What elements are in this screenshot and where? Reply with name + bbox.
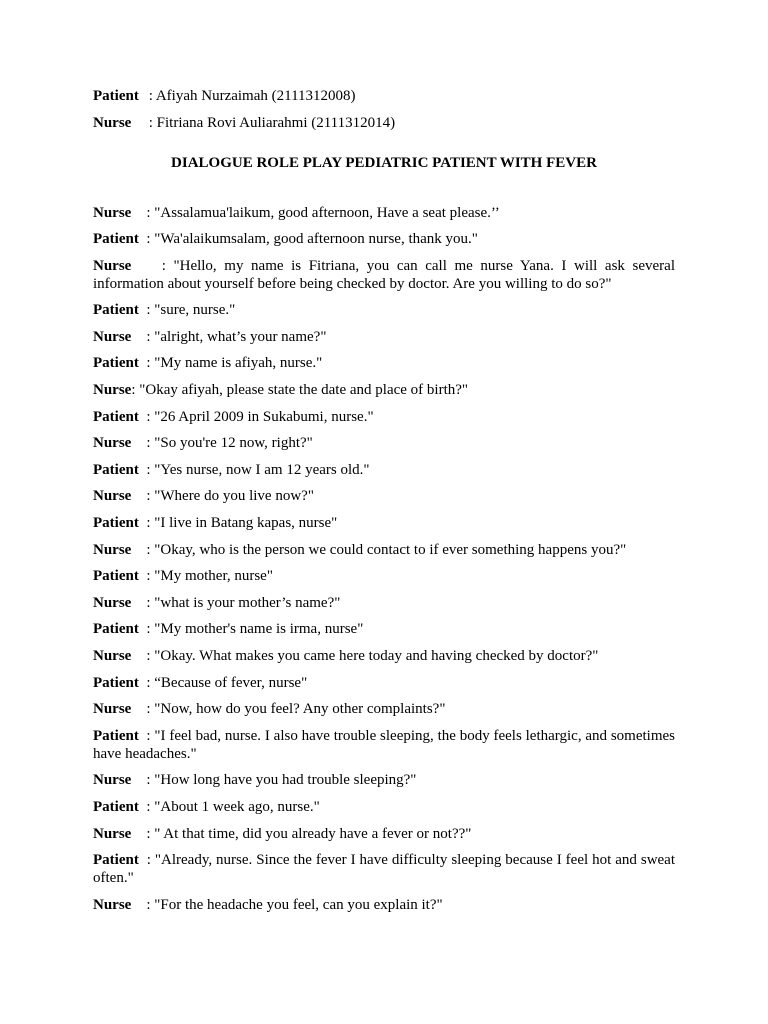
dialogue-line (93, 541, 675, 559)
dialogue-line (93, 328, 675, 346)
speaker-label: Patient (93, 568, 139, 585)
dialogue-line (93, 301, 675, 319)
dialogue-line (93, 487, 675, 505)
dialogue-text: "How long have you had trouble sleeping?" (154, 772, 417, 789)
speaker-separator: : (131, 328, 155, 345)
dialogue-text: "26 April 2009 in Sukabumi, nurse." (154, 408, 374, 425)
speaker-label: Patient (93, 621, 139, 638)
speaker-separator: : (138, 231, 155, 248)
speaker-separator: : (138, 515, 155, 532)
dialogue-text: "My mother's name is irma, nurse" (154, 621, 364, 638)
speaker-label: Nurse (93, 204, 132, 221)
speaker-separator: : (138, 852, 155, 869)
dialogue-text: “Because of fever, nurse" (154, 674, 308, 691)
header-separator: : (145, 88, 156, 104)
dialogue-line (93, 771, 675, 789)
dialogue-text: "Okay afiyah, please state the date and place of birth?" (139, 382, 469, 399)
dialogue-text: "Okay, who is the person we could contact to if ever something happens you?" (154, 541, 627, 558)
speaker-label: Patient (93, 231, 139, 248)
speaker-separator: : (131, 772, 155, 789)
document-body (93, 86, 675, 922)
speaker-label: Patient (93, 355, 139, 372)
dialogue-line (93, 620, 675, 638)
speaker-separator: : (138, 727, 155, 744)
dialogue-text: "Wa'alaikumsalam, good afternoon nurse, thank you." (154, 231, 478, 248)
header-nurse-name: Fitriana Rovi Auliarahmi (2111312014) (156, 114, 396, 131)
dialogue-text: "Yes nurse, now I am 12 years old." (154, 461, 370, 478)
speaker-separator: : (131, 257, 174, 274)
dialogue-text: "So you're 12 now, right?" (154, 435, 313, 452)
speaker-label: Nurse (93, 435, 132, 452)
dialogue-text: "I feel bad, nurse. I also have trouble sleeping, the body feels lethargic, and sometimes have headaches." (93, 727, 675, 762)
dialogue-text: "what is your mother’s name?" (154, 594, 341, 611)
dialogue-text: "sure, nurse." (154, 302, 236, 319)
dialogue-text: "Already, nurse. Since the fever I have difficulty sleeping because I feel hot and sweat often." (93, 852, 676, 887)
speaker-separator: : (131, 825, 155, 842)
speaker-label: Patient (93, 408, 139, 425)
speaker-label: Patient (93, 727, 139, 744)
speaker-separator: : (138, 568, 155, 585)
dialogue-line (93, 257, 675, 293)
speaker-label: Nurse (93, 382, 132, 399)
speaker-separator: : (138, 461, 155, 478)
speaker-label: Patient (93, 302, 139, 319)
speaker-label: Patient (93, 515, 139, 532)
header-role-label: Patient (93, 88, 139, 104)
dialogue-text: "My mother, nurse" (154, 568, 273, 585)
speaker-label: Patient (93, 461, 139, 478)
header-patient-name: Afiyah Nurzaimah (2111312008) (155, 88, 356, 104)
dialogue-list (93, 204, 675, 914)
speaker-label: Patient (93, 798, 139, 815)
dialogue-text: "Now, how do you feel? Any other complaints?" (154, 701, 446, 718)
dialogue-line (93, 647, 675, 665)
speaker-separator: : (131, 594, 155, 611)
dialogue-line (93, 354, 675, 372)
speaker-separator: : (131, 488, 155, 505)
speaker-label: Nurse (93, 594, 132, 611)
dialogue-line (93, 727, 675, 763)
header-role-label: Nurse (93, 114, 132, 131)
speaker-separator: : (138, 302, 155, 319)
dialogue-line (93, 381, 675, 399)
dialogue-line (93, 204, 675, 222)
dialogue-text: "Assalamua'laikum, good afternoon, Have a seat please.’’ (154, 204, 500, 221)
speaker-label: Nurse (93, 488, 132, 505)
speaker-separator: : (138, 674, 155, 691)
dialogue-line (93, 567, 675, 585)
speaker-separator: : (138, 621, 155, 638)
speaker-label: Nurse (93, 896, 132, 913)
header-nurse-line (93, 113, 675, 133)
dialogue-text: "Hello, my name is Fitriana, you can call me nurse Yana. I will ask several information about yourself before being checked by doctor. Are you willing to do so?" (93, 257, 675, 292)
dialogue-line (93, 825, 675, 843)
dialogue-text: " At that time, did you already have a fever or not??" (154, 825, 472, 842)
speaker-separator: : (138, 798, 155, 815)
dialogue-text: "I live in Batang kapas, nurse" (154, 515, 338, 532)
speaker-separator: : (131, 204, 155, 221)
header-separator: : (145, 114, 157, 131)
speaker-label: Nurse (93, 328, 132, 345)
dialogue-line (93, 461, 675, 479)
dialogue-line (93, 434, 675, 452)
speaker-separator: : (131, 435, 155, 452)
speaker-separator: : (138, 408, 155, 425)
speaker-separator: : (131, 648, 155, 664)
dialogue-text: "alright, what’s your name?" (154, 328, 327, 345)
dialogue-text: "For the headache you feel, can you explain it?" (154, 896, 443, 913)
dialogue-text: "Where do you live now?" (154, 488, 314, 505)
speaker-label: Nurse (93, 825, 132, 842)
speaker-label: Patient (93, 674, 139, 691)
speaker-separator: : (138, 355, 155, 372)
speaker-label: Nurse (93, 257, 132, 274)
speaker-separator: : (131, 382, 140, 399)
dialogue-line (93, 514, 675, 532)
speaker-separator: : (131, 896, 155, 913)
dialogue-text: "My name is afiyah, nurse." (154, 355, 323, 372)
dialogue-line (93, 700, 675, 718)
dialogue-line (93, 851, 675, 887)
dialogue-line (93, 896, 675, 914)
speaker-label: Patient (93, 852, 139, 869)
speaker-label: Nurse (93, 772, 132, 789)
dialogue-line (93, 798, 675, 816)
dialogue-line (93, 408, 675, 426)
speaker-separator: : (131, 701, 155, 718)
speaker-separator: : (131, 541, 155, 558)
speaker-label: Nurse (93, 701, 132, 718)
document-title: DIALOGUE ROLE PLAY PEDIATRIC PATIENT WITH FEVER (171, 154, 597, 171)
dialogue-line (93, 230, 675, 248)
dialogue-text: "About 1 week ago, nurse." (154, 798, 320, 815)
dialogue-line (93, 674, 675, 692)
speaker-label: Nurse (93, 648, 132, 664)
header-patient-line (93, 86, 675, 106)
dialogue-text: "Okay. What makes you came here today and having checked by doctor?" (154, 648, 599, 664)
dialogue-line (93, 594, 675, 612)
speaker-label: Nurse (93, 541, 132, 558)
